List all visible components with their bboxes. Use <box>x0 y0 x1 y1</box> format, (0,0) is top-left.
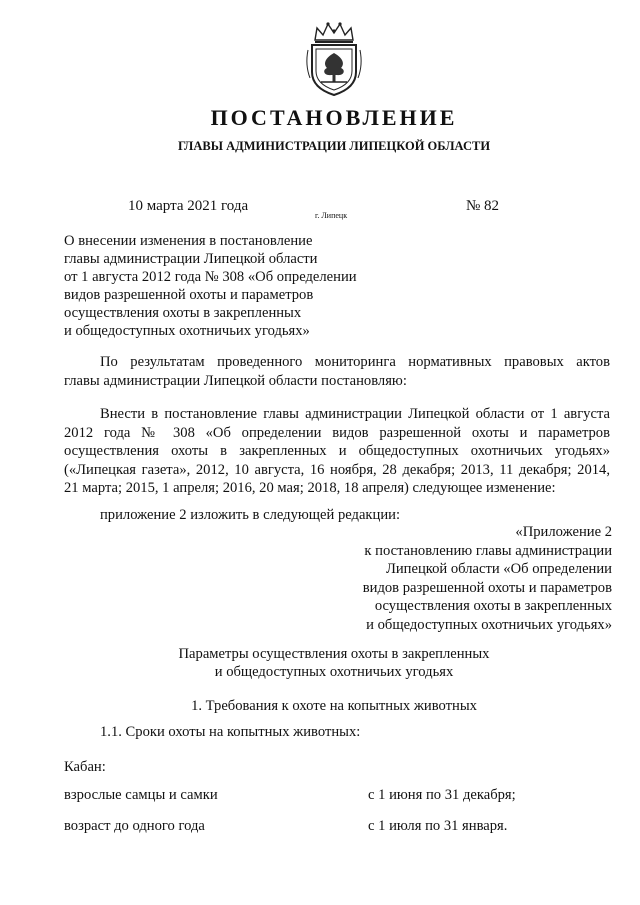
annex-header-line: и общедоступных охотничьих угодьях» <box>366 616 612 633</box>
annex-title <box>0 645 640 681</box>
subject-line: от 1 августа 2012 года № 308 «Об определении <box>64 269 357 285</box>
subject-line: видов разрешенной охоты и параметров <box>64 287 314 303</box>
subject-line: О внесении изменения в постановление <box>64 233 313 249</box>
annex-title-line: Параметры осуществления охоты в закрепленных <box>178 646 490 662</box>
annex-header-line: Липецкой области «Об определении <box>385 561 612 578</box>
season-row-value: с 1 июня по 31 декабря; <box>368 787 516 803</box>
annex-header-line: осуществления охоты в закрепленных <box>374 598 612 615</box>
paragraph-line: главы администрации Липецкой области постановляю: <box>64 372 407 389</box>
annex-header-line: к постановлению главы администрации <box>364 542 612 559</box>
subject-line: и общедоступных охотничьих угодьях» <box>64 323 310 339</box>
paragraph-line: Внести в постановление главы администрации Липецкой области от 1 августа <box>100 406 610 422</box>
subject-line: осуществления охоты в закрепленных <box>64 305 302 321</box>
paragraph-line: осуществления охоты в закрепленных и общедоступных охотничьих угодьях» <box>64 443 610 459</box>
document-date: 10 марта 2021 года <box>128 198 249 214</box>
paragraph-line: По результатам проведенного мониторинга нормативных правовых актов <box>100 354 610 370</box>
intro-paragraph <box>64 353 610 390</box>
paragraph-line: 21 марта; 2015, 1 апреля; 2016, 20 мая; 2018, 18 апреля) следующее изменение: <box>64 480 556 496</box>
annex-title-line: и общедоступных охотничьих угодьях <box>214 664 454 680</box>
document-title: ПОСТАНОВЛЕНИЕ <box>210 105 458 130</box>
document-number: № 82 <box>466 198 500 214</box>
season-row-label: возраст до одного года <box>64 818 205 834</box>
annex-intro: приложение 2 изложить в следующей редакции: <box>100 507 400 523</box>
season-row-value: с 1 июля по 31 января. <box>368 818 508 834</box>
amendment-paragraph <box>64 405 610 498</box>
section-heading: 1. Требования к охоте на копытных животных <box>191 698 477 714</box>
coat-of-arms-emblem <box>303 20 365 98</box>
subject-line: главы администрации Липецкой области <box>64 251 318 267</box>
subsection-heading: 1.1. Сроки охоты на копытных животных: <box>100 724 361 740</box>
subject-block <box>64 232 357 340</box>
season-row-label: взрослые самцы и самки <box>64 787 218 803</box>
document-city: г. Липецк <box>315 211 348 220</box>
annex-header-line: «Приложение 2 <box>515 524 612 540</box>
species-label: Кабан: <box>64 759 106 775</box>
annex-header-line: видов разрешенной охоты и параметров <box>362 579 612 596</box>
document-subtitle: ГЛАВЫ АДМИНИСТРАЦИИ ЛИПЕЦКОЙ ОБЛАСТИ <box>177 139 491 153</box>
paragraph-line: («Липецкая газета», 2012, 10 августа, 16 ноября, 28 декабря; 2013, 11 декабря; 2014, <box>64 461 610 478</box>
paragraph-line: 2012 года № 308 «Об определении видов разрешенной охоты и параметров <box>64 424 610 441</box>
annex-header-block <box>363 523 612 635</box>
